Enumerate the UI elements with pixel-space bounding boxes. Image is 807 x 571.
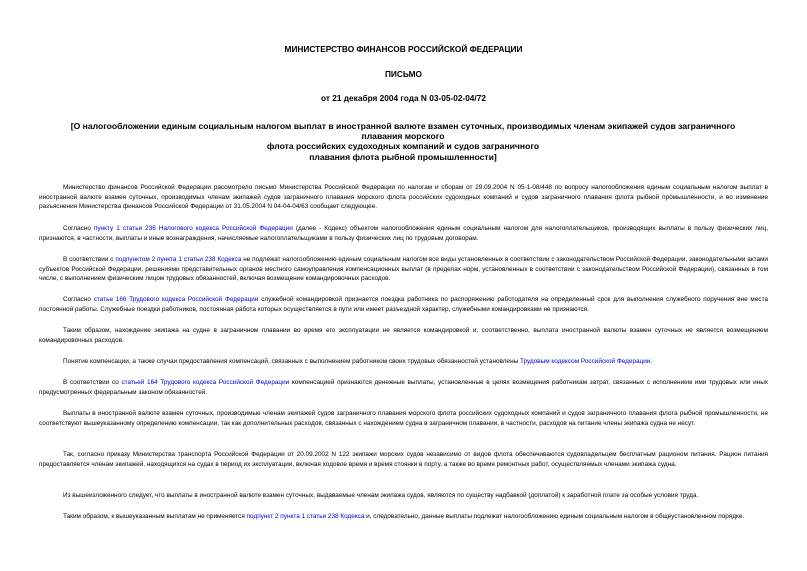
paragraph-3-text-b: не подлежат налогообложению единым социальным налогом все виды установленных в соответствии с законодательством Российской Федерации, законодательными актами субъектов Российской Федерации, решениями представительных органов местного самоуправления компенсационных выплат (в пределах норм, установленных в соответствии с законодательством Российской Федерации), связанных в том числе, с выполнением физическим лицом трудовых обязанностей, включая возмещение командировочных расходов. bbox=[39, 256, 769, 283]
paragraph-7-text-b: компенсацией признаются денежные выплаты, установленные в целях возмещения работникам затрат, связанных с исполнением ими трудовых или иных предусмотренных федеральным законом обязанностей. bbox=[39, 379, 768, 396]
document-type-heading: ПИСЬМО bbox=[384, 69, 423, 79]
paragraph-1-text: Министерство финансов Российской Федерации рассмотрело письмо Министерства Российской Федерации по налогам и сборам от 29.09.2004 N 05-1-08/448 по вопросу налогообложения единым социальным налогом выплат в иностранной валюте взамен суточных, производимых членам экипажей судов заграничного плавания морского флота российских судоходных компаний и судов заграничного плавания флота рыбной промышленности, и во изменение разъяснения Министерства финансов Российской Федерации от 31.05.2004 N 04-04-04/63 сообщает следующее. bbox=[39, 184, 768, 211]
paragraph-11-text-b: и, следовательно, данные выплаты подлежат налогообложению единым социальным налогом в общеустановленном порядке. bbox=[364, 513, 745, 520]
link-labor-code[interactable]: Трудовым кодексом Российской Федерации bbox=[519, 358, 651, 365]
paragraph-4-text-b: служебной командировкой признается поездка работника по распоряжению работодателя на определенный срок для выполнения служебного поручения вне места постоянной работы. Служебные поездки работников, постоянная работа которых осуществляется в пути или имеет разъездной характер, служебными командировками не признаются. bbox=[39, 296, 768, 313]
date-number-heading: от 21 декабря 2004 года N 03-05-02-04/72 bbox=[321, 93, 486, 103]
title-line-2: флота российских судоходных компаний и судов заграничного bbox=[266, 141, 540, 152]
paragraph-9-text: Так, согласно приказу Министерства транспорта Российской Федерации от 20.09.2002 N 122 экипажи морских судов независимо от видов флота обеспечиваются судовладельцем бесплатным рационом питания. Рацион питания предоставляется членам экипажей, находящихся на судах в период их эксплуатации, включая ходовое время и время стоянки в порту, а также во время ремонтных работ, осуществляемых членами экипажа судна. bbox=[39, 451, 768, 468]
paragraph-11-text-a: Таким образом, к вышеуказанным выплатам не применяется bbox=[63, 513, 247, 520]
link-subclause-2-article-238-final[interactable]: подпункт 2 пункта 1 статьи 238 Кодекса bbox=[246, 513, 365, 520]
paragraph-3 bbox=[39, 255, 768, 284]
link-article-164-labor-code[interactable]: статьей 164 Трудового кодекса Российской Федерации bbox=[121, 379, 290, 386]
paragraph-2-text-a: Согласно bbox=[63, 225, 94, 232]
title-line-1: [О налогообложении единым социальным налогом выплат в иностранной валюте взамен суточных, производимых членам экипажей судов заграничного плавания морского bbox=[70, 121, 736, 142]
paragraph-4 bbox=[39, 295, 768, 314]
paragraph-10-text: Из вышеизложенного следует, что выплаты в иностранной валюте взамен суточных, выдаваемые членам экипажа судов, являются по существу надбавкой (доплатой) к заработной плате за особые условия труда. bbox=[63, 492, 699, 499]
paragraph-7-text-a: В соответствии со bbox=[63, 379, 122, 386]
paragraph-6 bbox=[39, 357, 768, 367]
paragraph-6-text-b: . bbox=[650, 358, 653, 365]
paragraph-7 bbox=[39, 378, 768, 397]
paragraph-9 bbox=[39, 450, 768, 469]
paragraph-1 bbox=[39, 183, 768, 212]
title-line-3: плавания флота рыбной промышленности] bbox=[309, 151, 497, 162]
ministry-heading: МИНИСТЕРСТВО ФИНАНСОВ РОССИЙСКОЙ ФЕДЕРАЦИИ bbox=[284, 44, 523, 54]
paragraph-11 bbox=[39, 512, 768, 522]
link-article-166-labor-code[interactable]: статье 166 Трудового кодекса Российской Федерации bbox=[93, 296, 259, 303]
paragraph-8 bbox=[39, 409, 768, 428]
paragraph-6-text-a: Понятие компенсации, а также случаи предоставления компенсаций, связанных с выполнением работником своих трудовых обязанностей установлены bbox=[63, 358, 520, 365]
paragraph-2 bbox=[39, 224, 768, 243]
paragraph-5-text: Таким образом, нахождение экипажа на судне в заграничном плавании во время его эксплуатации не является командировкой и, соответственно, выплата иностранной валюты взамен суточных не является возмещением командировочных расходов. bbox=[39, 327, 768, 344]
document-title bbox=[60, 121, 746, 162]
paragraph-2-text-b: (далее - Кодекс) объектом налогообложения единым социальным налогом для налогоплательщиков, производящих выплаты в пользу физических лиц, признаются, в частности, выплаты и иные вознаграждения, начисляемые налогоплательщиками в пользу физических лиц по трудовым договорам. bbox=[39, 225, 768, 242]
paragraph-3-text-a: В соответствии с bbox=[63, 256, 116, 263]
link-article-236-tax-code[interactable]: пункту 1 статьи 236 Налогового кодекса Российской Федерации bbox=[93, 225, 293, 232]
paragraph-5 bbox=[39, 326, 768, 345]
paragraph-8-text: Выплаты в иностранной валюте взамен суточных, производимые членам экипажей судов заграничного плавания морского флота российских судоходных компаний и судов заграничного плавания флота рыбной промышленности, не соответствуют вышеуказанному определению компенсации, так как дополнительных расходов, связанных с нахождением судна в заграничном плавании, в частности, расходов на питание члены экипажа судна не несут. bbox=[39, 410, 768, 427]
paragraph-4-text-a: Согласно bbox=[63, 296, 94, 303]
paragraph-10 bbox=[39, 491, 768, 501]
link-subclause-2-article-238[interactable]: подпунктом 2 пункта 1 статьи 238 Кодекса bbox=[115, 256, 242, 263]
